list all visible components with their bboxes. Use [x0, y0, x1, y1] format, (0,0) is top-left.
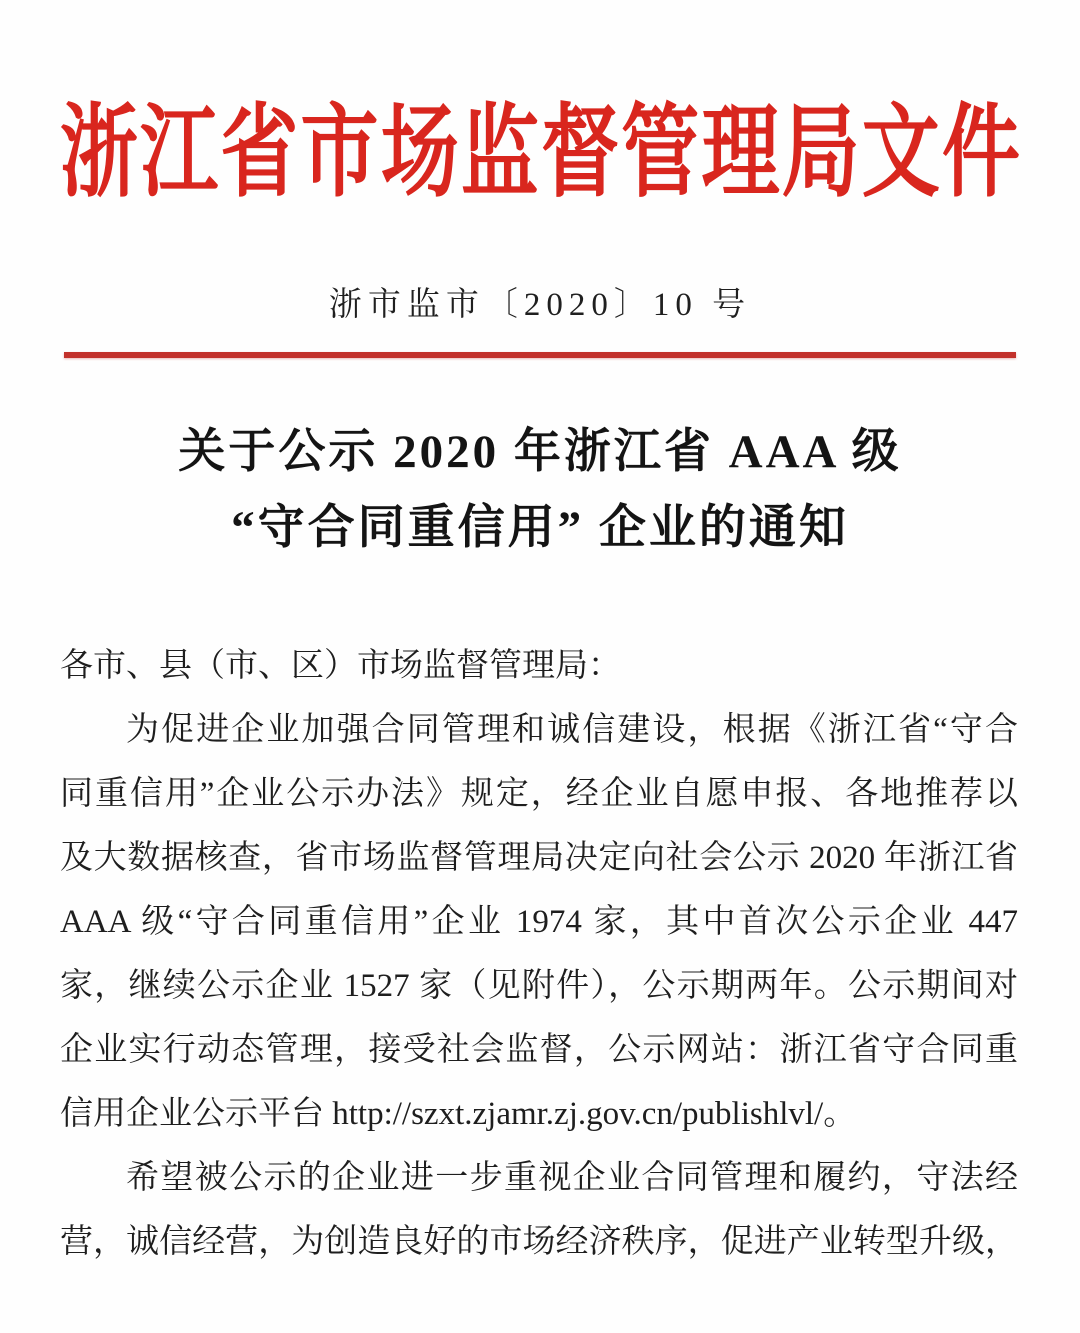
body-line: 希望被公示的企业进一步重视企业合同管理和履约，守法经 [126, 1160, 1018, 1196]
document-body [0, 634, 1080, 1274]
agency-letterhead-title: 浙江省市场监督管理局文件 [60, 95, 1020, 210]
body-line: 营，诚信经营，为创造良好的市场经济秩序，促进产业转型升级， [60, 1224, 1018, 1260]
body-line: 企业实行动态管理，接受社会监督，公示网站：浙江省守合同重 [60, 1032, 1018, 1068]
body-line: 为促进企业加强合同管理和诚信建设，根据《浙江省“守合 [126, 712, 1018, 748]
red-divider-line [64, 352, 1016, 358]
body-line: AAA 级“守合同重信用”企业 1974 家，其中首次公示企业 447 [60, 904, 1018, 940]
body-line: 家，继续公示企业 1527 家（见附件），公示期两年。公示期间对 [60, 968, 1018, 1004]
body-line: 及大数据核查，省市场监督管理局决定向社会公示 2020 年浙江省 [60, 840, 1018, 876]
body-line-salutation: 各市、县（市、区）市场监督管理局： [60, 648, 621, 684]
body-line-with-url: 信用企业公示平台 http://szxt.zjamr.zj.gov.cn/publishlvl/。 [60, 1096, 857, 1132]
body-line: 同重信用”企业公示办法》规定，经企业自愿申报、各地推荐以 [60, 776, 1018, 812]
document-title-line-2: “守合同重信用” 企业的通知 [231, 502, 849, 554]
document-title-line-1: 关于公示 2020 年浙江省 AAA 级 [178, 426, 902, 478]
document-number: 浙市监市〔2020〕10 号 [328, 287, 752, 323]
document-title [0, 414, 1080, 566]
